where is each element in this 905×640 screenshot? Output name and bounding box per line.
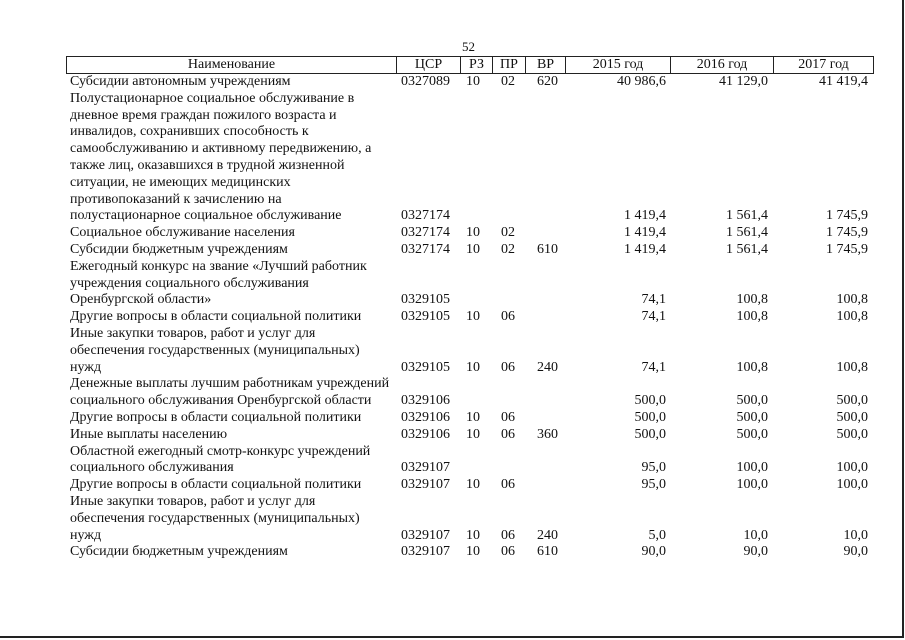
table-row	[70, 444, 870, 478]
rz-cell: 10	[466, 309, 480, 325]
value-2016-cell: 500,0	[736, 393, 768, 409]
value-2016-cell: 500,0	[736, 409, 768, 425]
value-2017-cell: 500,0	[836, 393, 868, 409]
csr-cell: 0329106	[401, 426, 450, 442]
csr-cell: 0327174	[401, 225, 450, 241]
row-name: Ежегодный конкурс на звание «Лучший работник учреждения социального обслуживания Оренбургской области»	[70, 258, 367, 308]
rz-cell: 10	[466, 544, 480, 560]
table-row	[70, 74, 870, 91]
csr-cell: 0329107	[401, 477, 450, 493]
csr-cell: 0327174	[401, 208, 450, 224]
header-2017: 2017 год	[798, 57, 849, 72]
pr-cell: 06	[501, 477, 515, 493]
row-name: Субсидии бюджетным учреждениям	[70, 241, 288, 257]
row-name: Другие вопросы в области социальной политики	[70, 309, 362, 325]
row-name: Денежные выплаты лучшим работникам учреждений социального обслуживания Оренбургской области	[70, 376, 390, 409]
table-row	[70, 309, 870, 326]
csr-cell: 0329106	[401, 393, 450, 409]
pr-cell: 06	[501, 309, 515, 325]
value-2017-cell: 1 745,9	[826, 225, 868, 241]
page-number: 52	[462, 39, 475, 54]
vr-cell: 360	[537, 426, 558, 442]
csr-cell: 0329105	[401, 309, 450, 325]
value-2016-cell: 10,0	[743, 527, 768, 543]
header-name: Наименование	[67, 57, 397, 73]
value-2016-cell: 41 129,0	[719, 74, 768, 89]
value-2016-cell: 1 561,4	[726, 208, 768, 224]
value-2017-cell: 100,8	[836, 309, 868, 325]
header-2015: 2015 год	[566, 57, 671, 73]
table-row	[70, 477, 870, 494]
value-2016-cell: 100,8	[736, 359, 768, 375]
value-2017-cell: 100,0	[836, 460, 868, 476]
vr-cell: 610	[537, 241, 558, 257]
value-2017-cell: 10,0	[843, 527, 868, 543]
pr-cell: 06	[501, 359, 515, 375]
vr-cell: 240	[537, 527, 558, 543]
row-name: Областной ежегодный смотр-конкурс учреждений социального обслуживания	[70, 443, 371, 476]
value-2015-cell: 500,0	[634, 409, 666, 425]
header-pr: ПР	[493, 57, 526, 73]
table-row	[70, 326, 870, 376]
value-2017-cell: 100,8	[836, 292, 868, 308]
row-name: Социальное обслуживание населения	[70, 225, 295, 241]
header-rz: РЗ	[461, 57, 493, 73]
rz-cell: 10	[466, 225, 480, 241]
value-2015-cell: 74,1	[641, 292, 666, 308]
pr-cell: 06	[501, 544, 515, 560]
rz-cell: 10	[466, 426, 480, 442]
value-2015-cell: 90,0	[641, 544, 666, 560]
value-2016-cell: 1 561,4	[726, 241, 768, 257]
table-row	[70, 225, 870, 242]
row-name: Субсидии бюджетным учреждениям	[70, 544, 288, 560]
value-2015-cell: 40 986,6	[617, 74, 666, 89]
vr-cell: 240	[537, 359, 558, 375]
table-body	[70, 74, 870, 561]
value-2015-cell: 95,0	[641, 460, 666, 476]
row-name: Субсидии автономным учреждениям	[70, 74, 291, 89]
value-2016-cell: 500,0	[736, 426, 768, 442]
csr-cell: 0329107	[401, 527, 450, 543]
pr-cell: 06	[501, 426, 515, 442]
row-name: Иные закупки товаров, работ и услуг для обеспечения государственных (муниципальных) нужд	[70, 325, 360, 375]
table-row	[70, 242, 870, 259]
header-vr: ВР	[526, 57, 566, 73]
value-2017-cell: 100,0	[836, 477, 868, 493]
header-csr: ЦСР	[397, 57, 461, 73]
table-row	[70, 427, 870, 444]
value-2015-cell: 1 419,4	[624, 225, 666, 241]
table-row	[70, 376, 870, 410]
value-2015-cell: 95,0	[641, 477, 666, 493]
value-2016-cell: 1 561,4	[726, 225, 768, 241]
table-header	[66, 56, 874, 74]
value-2017-cell: 1 745,9	[826, 208, 868, 224]
value-2017-cell: 500,0	[836, 409, 868, 425]
value-2017-cell: 41 419,4	[819, 74, 868, 89]
value-2015-cell: 500,0	[634, 426, 666, 442]
csr-cell: 0327089	[401, 74, 450, 89]
value-2015-cell: 1 419,4	[624, 208, 666, 224]
value-2017-cell: 1 745,9	[826, 241, 868, 257]
row-name: Иные выплаты населению	[70, 426, 228, 442]
table-row	[70, 91, 870, 225]
csr-cell: 0329105	[401, 292, 450, 308]
value-2016-cell: 100,8	[736, 292, 768, 308]
rz-cell: 10	[466, 527, 480, 543]
pr-cell: 06	[501, 527, 515, 543]
csr-cell: 0329106	[401, 409, 450, 425]
rz-cell: 10	[466, 477, 480, 493]
vr-cell: 620	[537, 74, 558, 89]
rz-cell: 10	[466, 241, 480, 257]
value-2017-cell: 90,0	[843, 544, 868, 560]
rz-cell: 10	[466, 74, 480, 89]
rz-cell: 10	[466, 409, 480, 425]
header-2016: 2016 год	[671, 57, 774, 73]
csr-cell: 0327174	[401, 241, 450, 257]
value-2017-cell: 500,0	[836, 426, 868, 442]
value-2016-cell: 100,0	[736, 477, 768, 493]
value-2015-cell: 74,1	[641, 359, 666, 375]
rz-cell: 10	[466, 359, 480, 375]
csr-cell: 0329105	[401, 359, 450, 375]
table-row	[70, 494, 870, 544]
value-2016-cell: 100,8	[736, 309, 768, 325]
table-row	[70, 410, 870, 427]
value-2015-cell: 500,0	[634, 393, 666, 409]
pr-cell: 02	[501, 241, 515, 257]
row-name: Другие вопросы в области социальной политики	[70, 409, 362, 425]
value-2015-cell: 5,0	[648, 527, 666, 543]
value-2015-cell: 74,1	[641, 309, 666, 325]
table-row	[70, 259, 870, 309]
table-row	[70, 544, 870, 561]
row-name: Полустационарное социальное обслуживание в дневное время граждан пожилого возраста и инвалидов, сохранивших способность к самообслуживанию и активному передвижению, а также лиц, оказавшихся в трудной жизненной ситуации, не имеющих медицинских противопоказаний к зачислению на полустационарное социальное обслуживание	[70, 90, 372, 224]
pr-cell: 06	[501, 409, 515, 425]
csr-cell: 0329107	[401, 460, 450, 476]
row-name: Иные закупки товаров, работ и услуг для обеспечения государственных (муниципальных) нужд	[70, 493, 360, 543]
vr-cell: 610	[537, 544, 558, 560]
row-name: Другие вопросы в области социальной политики	[70, 477, 362, 493]
value-2016-cell: 100,0	[736, 460, 768, 476]
value-2017-cell: 100,8	[836, 359, 868, 375]
pr-cell: 02	[501, 225, 515, 241]
csr-cell: 0329107	[401, 544, 450, 560]
value-2016-cell: 90,0	[743, 544, 768, 560]
pr-cell: 02	[501, 74, 515, 89]
value-2015-cell: 1 419,4	[624, 241, 666, 257]
